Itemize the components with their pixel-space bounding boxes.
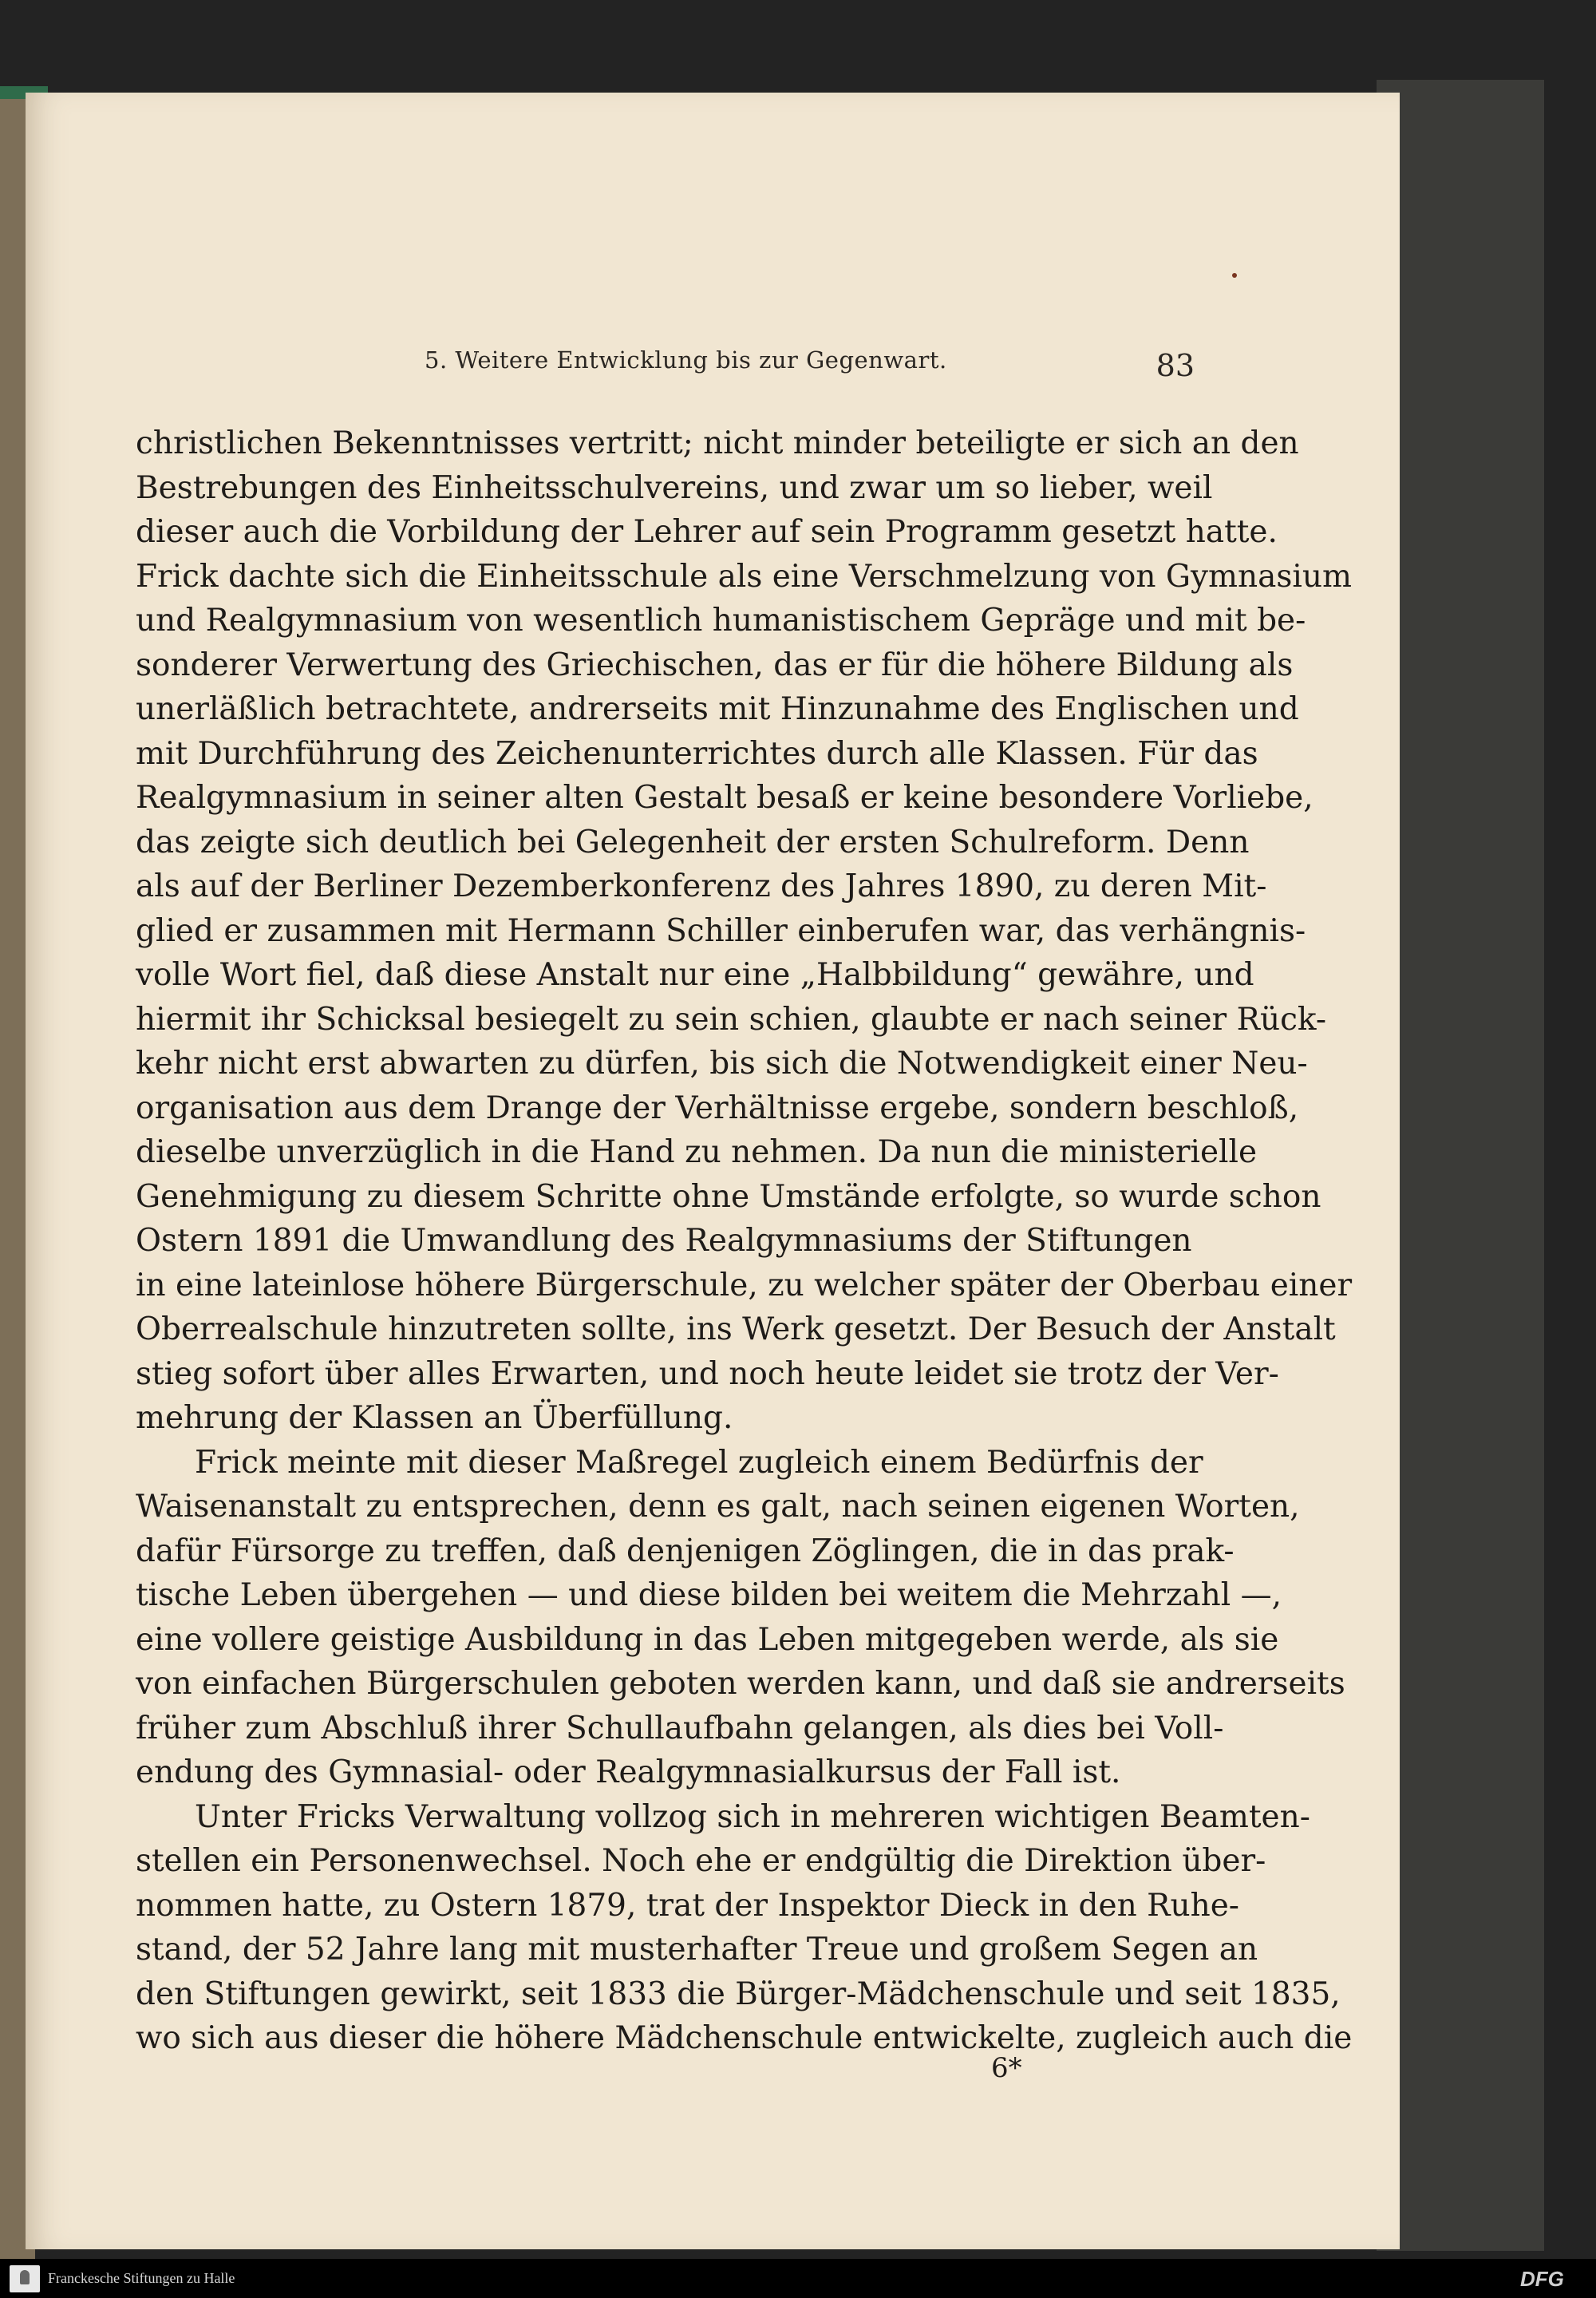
text-line: Bestrebungen des Einheitsschulvereins, und zwar um so lieber, weil: [136, 470, 1213, 506]
running-header: 5. Weitere Entwicklung bis zur Gegenwart.: [425, 346, 947, 374]
text-line: das zeigte sich deutlich bei Gelegenheit der ersten Schulreform. Denn: [136, 825, 1250, 860]
text-line: dieselbe unverzüglich in die Hand zu nehmen. Da nun die ministerielle: [136, 1134, 1258, 1170]
text-line: volle Wort fiel, daß diese Anstalt nur eine „Halbbildung“ gewähre, und: [136, 957, 1254, 993]
text-line: nommen hatte, zu Ostern 1879, trat der Inspektor Dieck in den Ruhe-: [136, 1888, 1239, 1924]
text-line: den Stiftungen gewirkt, seit 1833 die Bürger-Mädchenschule und seit 1835,: [136, 1976, 1341, 2012]
text-line: kehr nicht erst abwarten zu dürfen, bis sich die Notwendigkeit einer Neu-: [136, 1046, 1308, 1082]
text-line: stieg sofort über alles Erwarten, und noch heute leidet sie trotz der Ver-: [136, 1356, 1279, 1392]
text-line: stellen ein Personenwechsel. Noch ehe er endgültig die Direktion über-: [136, 1843, 1266, 1879]
text-line: Frick dachte sich die Einheitsschule als eine Verschmelzung von Gymnasium: [136, 559, 1352, 595]
text-line: von einfachen Bürgerschulen geboten werden kann, und daß sie andrerseits: [136, 1666, 1345, 1702]
text-line: endung des Gymnasial- oder Realgymnasialkursus der Fall ist.: [136, 1754, 1121, 1790]
text-line: organisation aus dem Drange der Verhältnisse ergebe, sondern beschloß,: [136, 1090, 1299, 1126]
institution-name: Franckesche Stiftungen zu Halle: [48, 2270, 235, 2286]
text-line: früher zum Abschluß ihrer Schullaufbahn gelangen, als dies bei Voll-: [136, 1711, 1224, 1746]
signature-mark: 6*: [991, 2052, 1022, 2084]
text-line: mit Durchführung des Zeichenunterrichtes durch alle Klassen. Für das: [136, 736, 1258, 772]
text-line: Ostern 1891 die Umwandlung des Realgymnasiums der Stiftungen: [136, 1223, 1192, 1259]
text-line: unerläßlich betrachtete, andrerseits mit Hinzunahme des Englischen und: [136, 691, 1299, 727]
text-line: stand, der 52 Jahre lang mit musterhafter Treue und großem Segen an: [136, 1932, 1258, 1968]
text-line: christlichen Bekenntnisses vertritt; nicht minder beteiligte er sich an den: [136, 425, 1299, 461]
text-line: Oberrealschule hinzutreten sollte, ins Werk gesetzt. Der Besuch der Anstalt: [136, 1311, 1336, 1347]
text-line: und Realgymnasium von wesentlich humanistischem Gepräge und mit be-: [136, 603, 1306, 639]
text-line: sonderer Verwertung des Griechischen, das er für die höhere Bildung als: [136, 647, 1294, 683]
book-cover-right: [1377, 80, 1544, 2251]
text-line: wo sich aus dieser die höhere Mädchenschule entwickelte, zugleich auch die: [136, 2020, 1353, 2056]
book-page: [26, 93, 1400, 2249]
institution-logo-icon: [10, 2265, 40, 2292]
dfg-logo: DFG: [1520, 2267, 1564, 2291]
page-number: 83: [1156, 348, 1195, 383]
text-line: Unter Fricks Verwaltung vollzog sich in mehreren wichtigen Beamten-: [195, 1799, 1310, 1835]
text-line: mehrung der Klassen an Überfüllung.: [136, 1400, 733, 1436]
text-line: tische Leben übergehen — und diese bilden bei weitem die Mehrzahl —,: [136, 1577, 1282, 1613]
ink-speck: [1232, 273, 1237, 278]
text-line: Waisenanstalt zu entsprechen, denn es galt, nach seinen eigenen Worten,: [136, 1489, 1300, 1525]
text-line: dieser auch die Vorbildung der Lehrer auf sein Programm gesetzt hatte.: [136, 514, 1278, 550]
text-line: dafür Fürsorge zu treffen, daß denjenigen Zöglingen, die in das prak-: [136, 1533, 1235, 1569]
text-line: als auf der Berliner Dezemberkonferenz des Jahres 1890, zu deren Mit-: [136, 868, 1267, 904]
text-line: hiermit ihr Schicksal besiegelt zu sein schien, glaubte er nach seiner Rück-: [136, 1002, 1327, 1038]
viewer-footer: [0, 2259, 1596, 2298]
text-line: Realgymnasium in seiner alten Gestalt besaß er keine besondere Vorliebe,: [136, 780, 1314, 816]
text-line: Frick meinte mit dieser Maßregel zugleich einem Bedürfnis der: [195, 1445, 1203, 1481]
text-line: eine vollere geistige Ausbildung in das Leben mitgegeben werde, als sie: [136, 1622, 1279, 1658]
text-line: glied er zusammen mit Hermann Schiller einberufen war, das verhängnis-: [136, 913, 1306, 949]
text-line: Genehmigung zu diesem Schritte ohne Umstände erfolgte, so wurde schon: [136, 1179, 1321, 1215]
text-line: in eine lateinlose höhere Bürgerschule, zu welcher später der Oberbau einer: [136, 1268, 1353, 1303]
